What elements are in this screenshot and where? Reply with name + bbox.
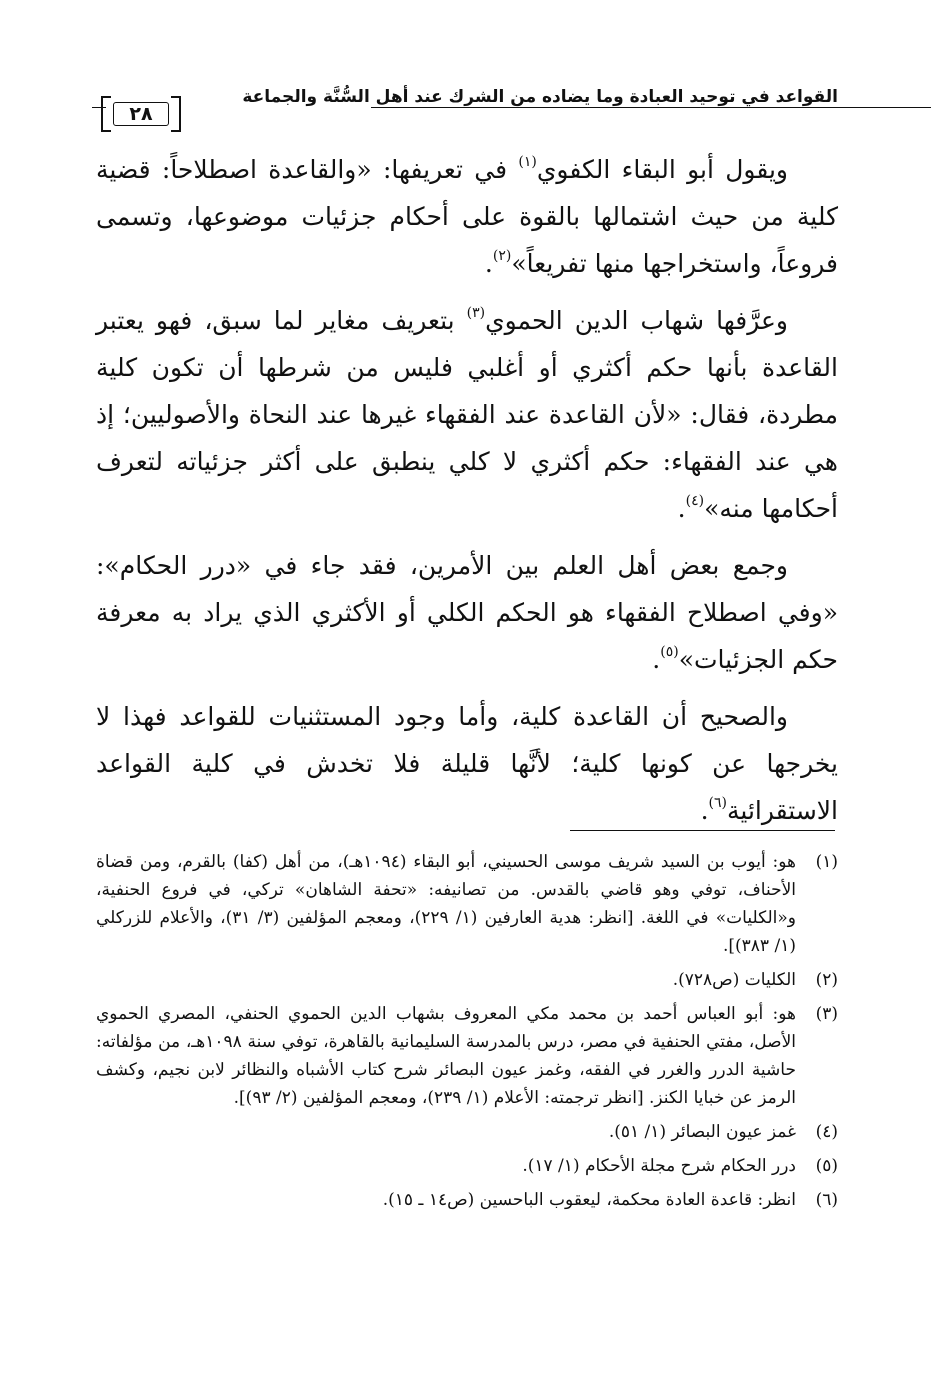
footnote-marker: (١): [518, 154, 537, 170]
footnote-number: (٦): [815, 1190, 838, 1210]
footnote-text: درر الحكام شرح مجلة الأحكام (١/ ١٧).: [522, 1156, 796, 1176]
paragraph-text: .: [700, 796, 709, 825]
footnote-separator: [570, 830, 835, 831]
footnote-marker: (٦): [708, 795, 727, 811]
footnote: [96, 1186, 838, 1214]
paragraph: [96, 693, 838, 834]
page-number-bracket-right: [171, 96, 181, 132]
footnote-text: غمز عيون البصائر (١/ ٥١).: [608, 1122, 796, 1142]
footnote-number: (٤): [815, 1122, 838, 1142]
page-number-bracket-left: [101, 96, 111, 132]
paragraph: [96, 297, 838, 532]
paragraph-text: والصحيح أن القاعدة كلية، وأما وجود المستثنيات للقواعد فهذا لا يخرجها عن كونها كلية؛ لأنَّها قليلة فلا تخدش في كلية القواعد الاستقرائية: [96, 702, 838, 825]
paragraph-text: بتعريف مغاير لما سبق، فهو يعتبر القاعدة بأنها حكم أكثري أو أغلبي فليس من شرطها أن تكون كلية مطردة، فقال: «لأن القاعدة عند الفقهاء غيرها عند النحاة والأصوليين؛ إذ هي عند الفقهاء: حكم أكثري لا كلي ينطبق على أكثر جزئياته لتعرف أحكامها منه»: [96, 306, 838, 523]
header-rule: [371, 107, 931, 108]
footnote-marker: (٥): [660, 644, 679, 660]
paragraph: [96, 146, 838, 287]
paragraph-text: وعرَّفها شهاب الدين الحموي: [485, 306, 788, 335]
paragraph-text: .: [484, 249, 493, 278]
paragraph: [96, 542, 838, 683]
page-number: ٢٨: [113, 102, 169, 126]
page-number-frame: [101, 96, 181, 130]
footnote-number: (٥): [815, 1156, 838, 1176]
main-text: [96, 146, 838, 844]
footnote-text: الكليات (ص٧٢٨).: [672, 970, 796, 990]
paragraph-text: .: [652, 645, 661, 674]
paragraph-text: في تعريفها: «والقاعدة اصطلاحاً: قضية كلية من حيث اشتمالها بالقوة على أحكام جزئيات موضوعها، وتسمى فروعاً، واستخراجها منها تفريعاً»: [96, 155, 838, 278]
paragraph-text: .: [677, 494, 686, 523]
paragraph-text: وجمع بعض أهل العلم بين الأمرين، فقد جاء في «درر الحكام»: «وفي اصطلاح الفقهاء هو الحكم الكلي أو الأكثري الذي يراد به معرفة حكم الجزئيات»: [96, 551, 838, 674]
footnote-text: هو: أيوب بن السيد شريف موسى الحسيني، أبو البقاء (١٠٩٤هـ)، من أهل (كفا) بالقرم، ومن قضاة الأحناف، توفي وهو قاضي بالقدس. من تصانيفه: «تحفة الشاهان» تركي، في فروع الحنفية، و«الكليات» في اللغة. [انظر: هدية العارفين (١/ ٢٢٩)، ومعجم المؤلفين (٣/ ٣١)، والأعلام للزركلي (١/ ٣٨٣)].: [96, 852, 797, 956]
footnote: [96, 848, 838, 960]
footnote: [96, 966, 838, 994]
paragraph-text: ويقول أبو البقاء الكفوي: [536, 155, 788, 184]
footnote-number: (١): [815, 852, 838, 872]
footnote-text: هو: أبو العباس أحمد بن محمد مكي المعروف بشهاب الدين الحموي الحنفي، المصري الحموي الأصل، مفتي الحنفية في مصر، درس بالمدرسة السليمانية بالقاهرة، توفي سنة ١٠٩٨هـ، من مؤلفاته: حاشية الدرر والغرر في الفقه، وغمز عيون البصائر شرح كتاب الأشباه والنظائر لابن نجيم، وكشف الرمز عن خبايا الكنز. [انظر ترجمته: الأعلام (١/ ٢٣٩)، ومعجم المؤلفين (٢/ ٩٣)].: [96, 1004, 796, 1108]
footnotes: [96, 848, 838, 1220]
footnote-number: (٢): [815, 970, 838, 990]
footnote-number: (٣): [815, 1004, 838, 1024]
footnote-text: انظر: قاعدة العادة محكمة، ليعقوب الباحسين (ص١٤ ـ ١٥).: [382, 1190, 796, 1210]
footnote: [96, 1152, 838, 1180]
footnote: [96, 1000, 838, 1112]
footnote: [96, 1118, 838, 1146]
footnote-marker: (٢): [492, 248, 512, 264]
footnote-marker: (٤): [685, 493, 705, 509]
book-title: القواعد في توحيد العبادة وما يضاده من الشرك عند أهل السُّنَّة والجماعة: [242, 87, 838, 107]
footnote-marker: (٣): [466, 305, 486, 321]
